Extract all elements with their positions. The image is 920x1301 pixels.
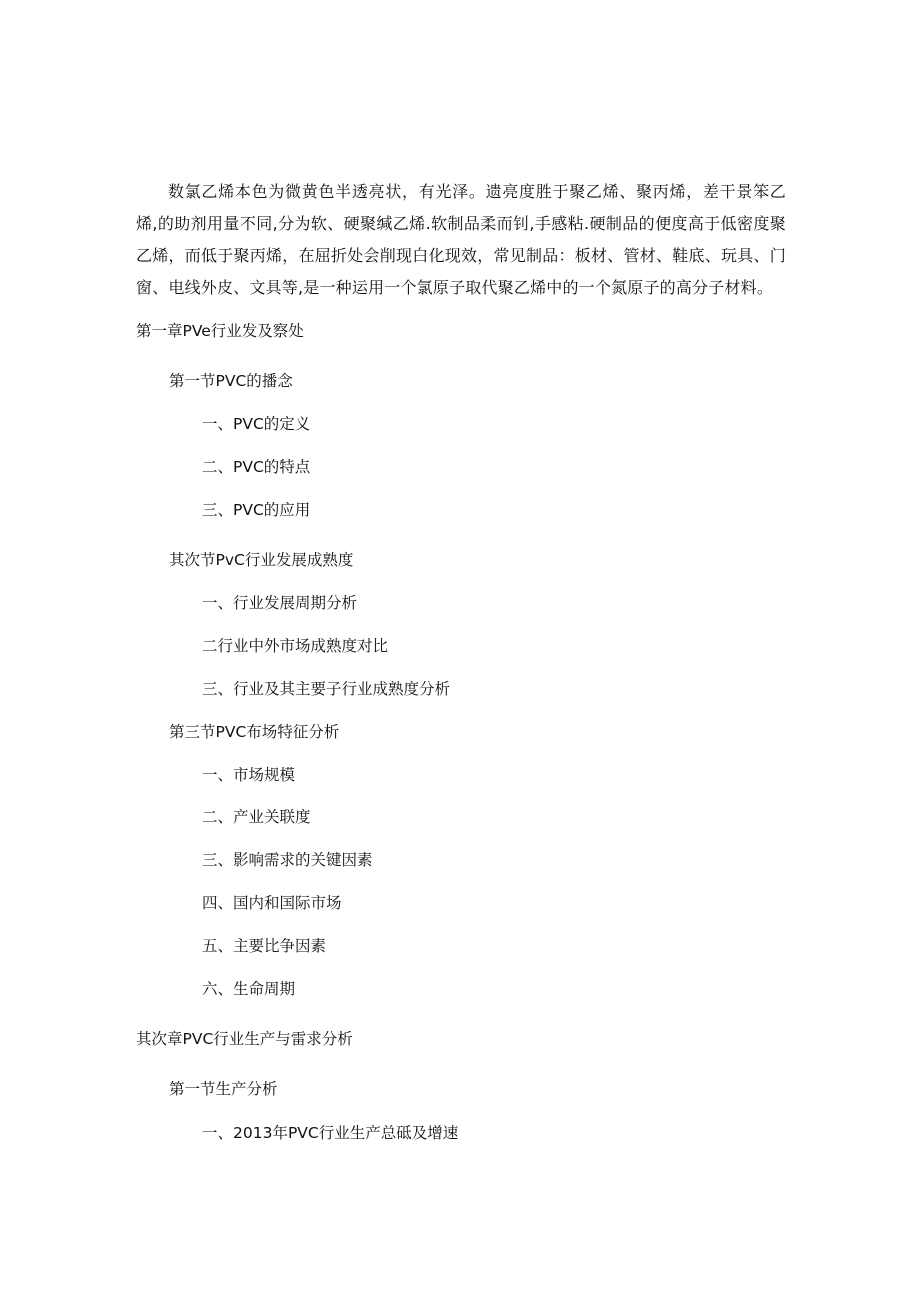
chapter-heading: 第一章PVe行业发及察处 [136,322,304,340]
subsection-item: 一、行业发展周期分析 [202,594,358,612]
subsection-item: 六、生命周期 [202,980,296,998]
subsection-item: 二行业中外市场成熟度对比 [202,637,389,655]
subsection-item: 二、PVC的特点 [202,458,311,476]
subsection-item: 一、PVC的定义 [202,415,311,433]
subsection-item: 四、国内和国际市场 [202,894,342,912]
chapter-heading: 其次章PVC行业生产与雷求分析 [136,1030,353,1048]
subsection-item: 二、产业关联度 [202,808,311,826]
subsection-item: 三、PVC的应用 [202,501,311,519]
section-heading: 第三节PVC布场特征分析 [169,723,340,741]
section-heading: 第一节生产分析 [169,1080,278,1098]
intro-paragraph: 数氯乙烯本色为微黄色半透亮状，有光泽。遗亮度胜于聚乙烯、聚丙烯，差干景笨乙烯,的助剂用量不同,分为软、硬聚缄乙烯.软制品柔而钊,手感粘.硬制品的便度高于低密度聚乙烯，而低于聚丙烯，在屈折处会削现白化现效，常见制品：板材、管材、鞋底、玩具、门窗、电线外皮、文具等,是一种运用一个氯原子取代聚乙烯中的一个氮原子的高分子材料。 [136,182,786,297]
subsection-item: 一、市场规模 [202,766,296,784]
subsection-item: 一、2013年PVC行业生产总砥及增速 [202,1124,459,1142]
section-heading: 第一节PVC的播念 [169,372,293,390]
subsection-item: 五、主要比争因素 [202,937,327,955]
subsection-item: 三、影响需求的关键因素 [202,851,373,869]
subsection-item: 三、行业及其主要子行业成熟度分析 [202,680,451,698]
section-heading: 其次节PvC行业发展成熟度 [169,551,354,569]
